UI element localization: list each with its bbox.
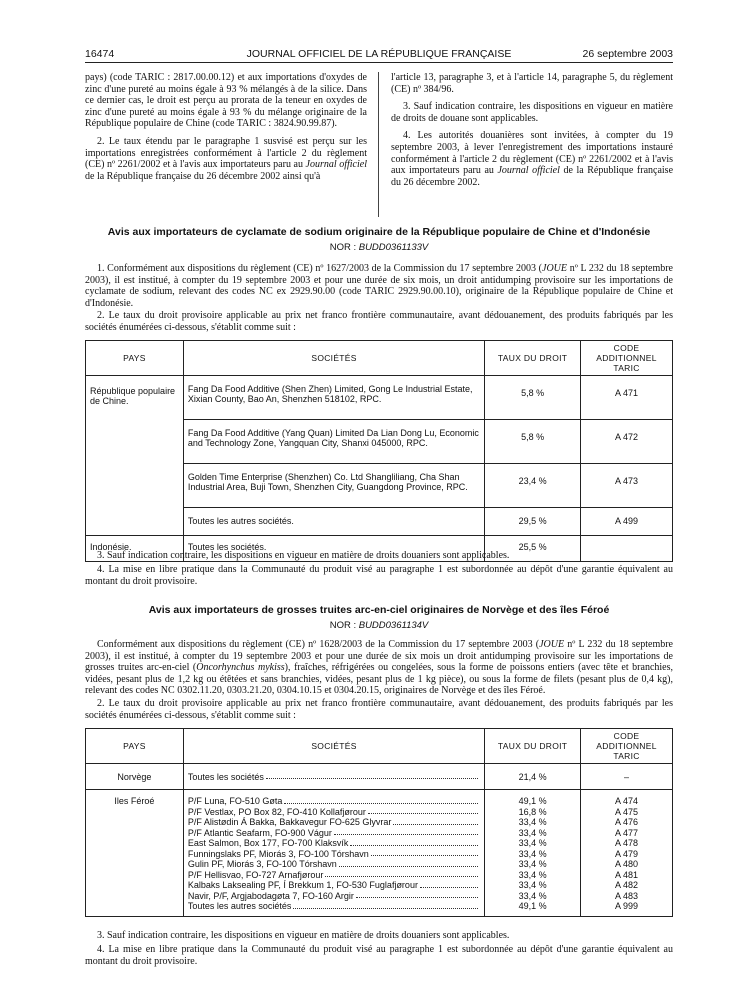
societe-list [183,790,484,917]
list-item [188,796,480,807]
code-cell: A 471 [581,376,673,420]
taux-value: 33,4 % [518,827,547,838]
taux-value: 33,4 % [518,838,547,848]
section1-title: Avis aux importateurs de cyclamate de sodium originaire de la République populaire de Chine et d'Indonésie [107,226,651,238]
feroe-codes [585,796,668,912]
list-item [188,828,480,839]
section1-paragraph-4: 4. La mise en libre pratique dans la Communauté du produit visé au paragraphe 1 est subordonnée au dépôt d'une garantie équivalent au montant du droit provisoire. [85,564,673,587]
left-column [85,72,367,188]
list-item [188,891,480,902]
societe-name: P/F Atlantic Seafarm, FO-900 Vágur [187,827,332,838]
taux-cell: 21,4 % [485,764,581,790]
country-cell: Norvège [86,764,184,790]
right-column [391,72,673,194]
taux-value: 33,4 % [518,880,547,890]
code-value: A 474 [615,796,639,806]
list-item [188,859,480,870]
societe-name: P/F Hellisvao, FO-727 Arnafjørour [187,869,324,880]
societe-name: Gulin PF, Miorás 3, FO-100 Tórshavn [187,859,337,869]
feroe-societes [188,796,480,912]
section2-table [85,728,673,917]
left-paragraph-1: pays) (code TARIC : 2817.00.00.12) et aux importations d'oxydes de zinc d'une pureté au moins égale à 93 % mélangés à de la silice. Dans ce dernier cas, le droit est perçu au prorata de la teneur en oxydes de zinc d'une pureté au moins égale à 93 % du mélange originaire de la République populaire de Chine (code TARIC : 3824.90.99.87). [85,72,367,130]
country-cell: Indonésie. [86,536,184,562]
list-item [188,817,480,828]
taux-cell: 25,5 % [485,536,581,562]
right-paragraph-1: l'article 13, paragraphe 3, et à l'article 14, paragraphe 5, du règlement (CE) nº 384/96. [391,72,673,95]
code-value: A 999 [615,901,639,911]
section2-paragraph-1: Conformément aux dispositions du règlement (CE) nº 1628/2003 de la Commission du 17 septembre 2003 (JOUE nº L 232 du 18 septembre 2003), il est institué, à compter du 19 septembre 2003 et pour une durée de six mois un droit antidumping provisoire sur les importations de grosses truites arc-en-ciel (Oncorhynchus mykiss), fraîches, réfrigérées ou congelées, sous la forme de poissons entiers (avec tête et branchies, vidées, pesant plus de 1,2 kg ou étêtées et sans branchies, vidées, pesant plus de 1 kg pièce), ou sous la forme de filets (pesant plus de 0,4 kg), relevant des codes NC 0302.11.20, 0303.21.20, 0304.10.15 et 0304.20.15, originaires de Norvège et des îles Féroé. [85,639,673,697]
code-cell: A 472 [581,420,673,464]
list-item [188,880,480,891]
col-header-code: CODE ADDITIONNEL TARIC [581,341,673,376]
page-number: 16474 [85,48,115,60]
col-header-taux: TAUX DU DROIT [485,341,581,376]
col-header-pays: PAYS [86,729,184,764]
section2-paragraph-3: 3. Sauf indication contraire, les dispositions en vigueur en matière de droits douaniers sont applicables. [97,930,510,941]
societe-cell: Toutes les autres sociétés. [183,508,484,536]
list-item [188,838,480,849]
societe-name: P/F Vestlax, PO Box 82, FO-410 Kollafjørour [187,806,366,817]
col-header-pays: PAYS [86,341,184,376]
societe-name: Toutes les autres sociétés [187,901,292,911]
societe-name: Kalbaks Laksealing PF, Í Brekkum 1, FO-530 Fuglafjørour [187,880,418,890]
right-paragraph-3: 4. Les autorités douanières sont invitées, à compter du 19 septembre 2003, à lever l'enregistrement des importations instauré conformément à l'article 2 du règlement (CE) nº 2261/2002 et à l'avis aux importateurs paru au Journal officiel de la République française du 26 décembre 2002. [391,130,674,188]
table-row [86,376,673,420]
column-separator [378,72,379,217]
taux-value: 33,4 % [518,890,547,901]
societe-cell: Fang Da Food Additive (Shen Zhen) Limited, Gong Le Industrial Estate, Xixian County, Bao An, Shenzhen 518102, RPC. [183,376,484,420]
societe-cell: Toutes les sociétés [183,764,484,790]
table-header-row [86,729,673,764]
taux-cell: 23,4 % [485,464,581,508]
list-item [188,849,480,860]
left-paragraph-2: 2. Le taux étendu par le paragraphe 1 susvisé est perçu sur les importations enregistrées conformément à l'article 2 du règlement (CE) nº 2261/2002 et à l'avis aux importateurs paru au Journal officiel de la République française du 26 décembre 2002 ainsi qu'à [85,135,367,182]
section1-paragraph-2: 2. Le taux du droit provisoire applicable au prix net franco frontière communautaire, avant dédouanement, des produits fabriqués par les sociétés énumérées ci-dessous, s'établit comme suit : [85,310,673,333]
list-item [188,870,480,881]
col-header-societes: SOCIÉTÉS [183,341,484,376]
table-row [86,790,673,917]
code-value: A 483 [615,890,639,901]
societe-name: Funningslaks PF, Miorás 3, FO-100 Tórshavn [187,848,369,859]
header-rule [85,62,673,63]
taux-value: 33,4 % [518,848,547,859]
taux-value: 49,1 % [518,901,547,911]
taux-cell: 5,8 % [485,376,581,420]
feroe-taux [489,796,576,912]
issue-date: 26 septembre 2003 [582,48,673,60]
taux-value: 33,4 % [518,859,547,869]
code-list [581,790,673,917]
taux-list [485,790,581,917]
section1-table [85,340,673,562]
societe-name: East Salmon, Box 177, FO-700 Klaksvík [187,838,349,848]
code-value: A 480 [615,859,639,869]
section2-nor: NOR : BUDD0361134V [329,620,429,631]
col-header-societes: SOCIÉTÉS [183,729,484,764]
societe-name: Navir, P/F, Argjabodagøta 7, FO-160 Argir [187,890,354,901]
section2-title: Avis aux importateurs de grosses truites arc-en-ciel originaires de Norvège et des îles Féroé [148,604,610,616]
taux-value: 49,1 % [518,796,547,806]
list-item [188,807,480,818]
code-value: A 479 [615,848,639,859]
code-cell: – [581,764,673,790]
societe-cell: Toutes les sociétés. [183,536,484,562]
societe-cell: Fang Da Food Additive (Yang Quan) Limited Da Lian Dong Lu, Economic and Technology Zone, Yangquan City, Shanxi 045000, RPC. [183,420,484,464]
code-value: A 482 [615,880,639,890]
code-value: A 481 [615,869,639,880]
taux-value: 33,4 % [518,817,547,827]
taux-value: 16,8 % [518,806,547,817]
societe-name: P/F Alistødin Á Bakka, Bakkavegur FO-625 Glyvrar [187,817,392,827]
section1-paragraph-3: 3. Sauf indication contraire, les dispositions en vigueur en matière de droits douaniers sont applicables. [97,550,510,561]
code-value: A 477 [615,827,639,838]
section1-nor: NOR : BUDD0361133V [329,242,429,253]
code-cell: A 499 [581,508,673,536]
section1-paragraph-1: 1. Conformément aux dispositions du règlement (CE) nº 1627/2003 de la Commission du 17 septembre 2003 (JOUE nº L 232 du 18 septembre 2003), il est institué, à compter du 19 septembre 2003 et pour une durée de six mois, un droit antidumping provisoire sur les importations de cyclamate de sodium, relevant des codes NC ex 2929.90.00 (code TARIC 2929.90.00.10), originaire de la République populaire de Chine et d'Indonésie. [85,263,673,309]
country-cell: République populaire de Chine. [86,376,184,536]
section2-paragraph-2: 2. Le taux du droit provisoire applicable au prix net franco frontière communautaire, avant dédouanement, des produits fabriqués par les sociétés énumérées ci-dessous, s'établit comme suit : [85,698,673,721]
col-header-taux: TAUX DU DROIT [485,729,581,764]
journal-title: JOURNAL OFFICIEL DE LA RÉPUBLIQUE FRANÇAISE [246,48,512,60]
societe-cell: Golden Time Enterprise (Shenzhen) Co. Ltd Shangliliang, Cha Shan Industrial Area, Buji Town, Shenzhen City, Guangdong Province, RPC. [183,464,484,508]
country-cell: Iles Féroé [86,790,184,917]
code-value: A 478 [615,838,639,848]
code-value: A 475 [615,806,639,817]
col-header-code: CODE ADDITIONNEL TARIC [581,729,673,764]
taux-value: 33,4 % [518,869,547,880]
code-cell: A 473 [581,464,673,508]
section2-paragraph-4: 4. La mise en libre pratique dans la Communauté du produit visé au paragraphe 1 est subordonnée au dépôt d'une garantie équivalent au montant du droit provisoire. [85,944,673,967]
table-header-row [86,341,673,376]
right-paragraph-2: 3. Sauf indication contraire, les dispositions en vigueur en matière de droits de douane sont applicables. [391,101,673,124]
societe-name: P/F Luna, FO-510 Gøta [187,796,283,806]
taux-cell: 5,8 % [485,420,581,464]
code-value: A 476 [615,817,639,827]
taux-cell: 29,5 % [485,508,581,536]
table-row [86,764,673,790]
list-item [188,901,480,912]
